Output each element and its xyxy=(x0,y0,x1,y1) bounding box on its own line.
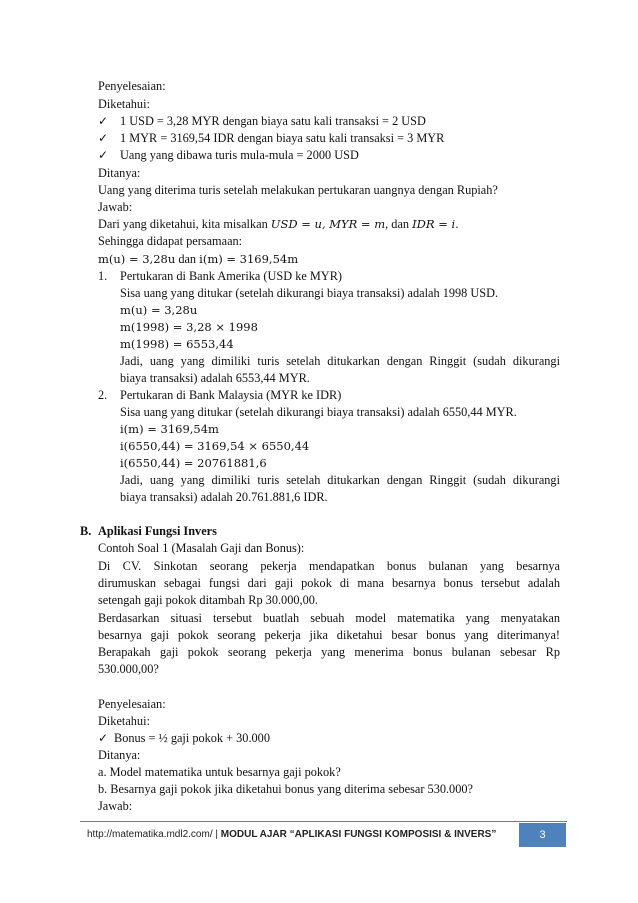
example-title: Contoh Soal 1 (Masalah Gaji dan Bonus): xyxy=(98,541,305,555)
known-item: 1 USD = 3,28 MYR dengan biaya satu kali transaksi = 2 USD xyxy=(120,114,426,128)
step-conclusion: Jadi, uang yang dimiliki turis setelah ditukarkan dengan Ringgit (sudah dikurangi xyxy=(120,473,560,487)
question-a: a. Model matematika untuk besarnya gaji pokok? xyxy=(98,765,341,779)
question-b: b. Besarnya gaji pokok jika diketahui bonus yang diterima sebesar 530.000? xyxy=(98,782,473,796)
paragraph-line: setengah gaji pokok ditambah Rp 30.000,00. xyxy=(98,593,318,607)
checkmark-icon: ✓ xyxy=(98,148,109,162)
footer-divider xyxy=(80,821,567,822)
substitution-and: , dan xyxy=(385,217,410,231)
equation-m: m(u) = 3,28u xyxy=(98,252,176,266)
substitution-math: USD = u, MYR = m xyxy=(270,217,386,231)
equations-line xyxy=(98,251,298,267)
step-conclusion: Jadi, uang yang dimiliki turis setelah ditukarkan dengan Ringgit (sudah dikurangi xyxy=(120,354,560,368)
footer-url[interactable]: http://matematika.mdl2.com/ xyxy=(87,829,213,840)
step-text: Sisa uang yang ditukar (setelah dikurangi biaya transaksi) adalah 1998 USD. xyxy=(120,286,499,300)
paragraph-line: dirumuskan sebagai fungsi dari gaji pokok di mana besarnya bonus tersebut adalah xyxy=(98,576,560,590)
substitution-prefix: Dari yang diketahui, kita misalkan xyxy=(98,217,268,231)
question-text: Uang yang diterima turis setelah melakukan pertukaran uangnya dengan Rupiah? xyxy=(98,183,498,197)
sehingga-text: Sehingga didapat persamaan: xyxy=(98,234,243,248)
step-conclusion: biaya transaksi) adalah 6553,44 MYR. xyxy=(120,371,310,385)
page-number: 3 xyxy=(519,823,566,847)
equation-i: i(m) = 3169,54m xyxy=(199,252,299,266)
step-math: i(m) = 3169,54m xyxy=(120,422,219,436)
step-conclusion: biaya transaksi) adalah 20.761.881,6 IDR. xyxy=(120,490,328,504)
penyelesaian-label: Penyelesaian: xyxy=(98,697,166,711)
diketahui-label: Diketahui: xyxy=(98,97,150,111)
ditanya-label: Ditanya: xyxy=(98,166,141,180)
step-title: Pertukaran di Bank Malaysia (MYR ke IDR) xyxy=(120,388,342,402)
paragraph-line: Berapakah gaji pokok seorang pekerja yang menerima bonus bulanan sebesar Rp xyxy=(98,645,560,659)
checkmark-icon: ✓ xyxy=(98,731,109,745)
step-number: 1. xyxy=(98,269,108,283)
known-item: 1 MYR = 3169,54 IDR dengan biaya satu kali transaksi = 3 MYR xyxy=(120,131,445,145)
step-math: m(1998) = 6553,44 xyxy=(120,337,234,351)
paragraph-line: Di CV. Sinkotan seorang pekerja mendapatkan bonus bulanan yang besarnya xyxy=(98,559,560,573)
section-heading: Aplikasi Fungsi Invers xyxy=(98,524,217,538)
footer xyxy=(87,829,496,840)
step-title: Pertukaran di Bank Amerika (USD ke MYR) xyxy=(120,269,342,283)
paragraph-line: Berdasarkan situasi tersebut buatlah sebuah model matematika yang menyatakan xyxy=(98,611,560,625)
step-number: 2. xyxy=(98,388,108,402)
step-text: Sisa uang yang ditukar (setelah dikurangi biaya transaksi) adalah 6550,44 MYR. xyxy=(120,405,517,419)
step-math: i(6550,44) = 3169,54 × 6550,44 xyxy=(120,439,310,453)
footer-separator: | xyxy=(212,829,221,840)
penyelesaian-label: Penyelesaian: xyxy=(98,79,166,93)
checkmark-icon: ✓ xyxy=(98,114,109,128)
known-item: Bonus = ½ gaji pokok + 30.000 xyxy=(114,731,270,745)
diketahui-label: Diketahui: xyxy=(98,714,150,728)
jawab-label: Jawab: xyxy=(98,799,133,813)
ditanya-label: Ditanya: xyxy=(98,748,141,762)
step-math: m(1998) = 3,28 × 1998 xyxy=(120,320,258,334)
footer-title: MODUL AJAR “APLIKASI FUNGSI KOMPOSISI & INVERS” xyxy=(220,829,497,840)
section-letter: B. xyxy=(80,524,92,538)
known-item: Uang yang dibawa turis mula-mula = 2000 USD xyxy=(120,148,359,162)
step-math: i(6550,44) = 20761881,6 xyxy=(120,456,267,470)
jawab-label: Jawab: xyxy=(98,200,133,214)
substitution-math-idr: IDR = i. xyxy=(412,217,459,231)
checkmark-icon: ✓ xyxy=(98,131,109,145)
equation-and: dan xyxy=(175,252,200,266)
paragraph-line: 530.000,00? xyxy=(98,662,159,676)
paragraph-line: besarnya gaji pokok seorang pekerja jika diketahui besar bonus yang diterimanya! xyxy=(98,628,560,642)
substitution-line xyxy=(98,216,459,232)
step-math: m(u) = 3,28u xyxy=(120,303,198,317)
